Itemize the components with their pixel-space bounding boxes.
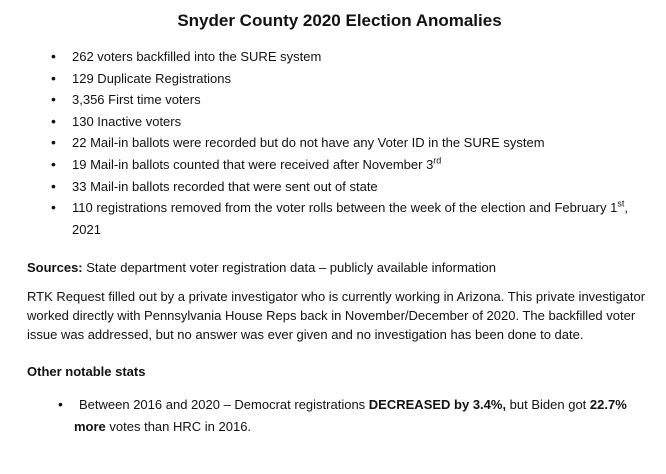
list-item bbox=[50, 46, 652, 68]
anomaly-list bbox=[27, 46, 652, 240]
list-item bbox=[50, 176, 652, 198]
list-item-text: 22 Mail-in ballots were recorded but do not have any Voter ID in the SURE system bbox=[72, 135, 545, 151]
other-stats-heading: Other notable stats bbox=[27, 364, 146, 380]
stat-text: but Biden got bbox=[506, 397, 590, 413]
sources-label: Sources: bbox=[27, 260, 83, 276]
ordinal-superscript: st bbox=[617, 198, 625, 209]
list-item-text: 129 Duplicate Registrations bbox=[72, 70, 231, 86]
list-item bbox=[50, 111, 652, 133]
other-stats-list bbox=[27, 394, 652, 437]
list-item-text: 3,356 First time voters bbox=[72, 92, 201, 108]
list-item bbox=[50, 154, 652, 176]
rtk-paragraph: RTK Request filled out by a private investigator who is currently working in Arizona. This private investigator worked directly with Pennsylvania House Reps back in November/December of 2020. The backfilled voter issue was addressed, but no answer was ever given and no investigation has been done to date. bbox=[27, 289, 646, 343]
stat-text: Between 2016 and 2020 – Democrat registrations bbox=[79, 397, 369, 413]
list-item bbox=[50, 132, 652, 154]
list-item-text: 19 Mail-in ballots counted that were received after November 3 bbox=[72, 156, 434, 172]
stat-text: votes than HRC in 2016. bbox=[105, 418, 252, 434]
list-item-text: 110 registrations removed from the voter rolls between the week of the election and February 1 bbox=[72, 200, 618, 216]
list-item-text: 262 voters backfilled into the SURE system bbox=[72, 49, 322, 64]
ordinal-superscript: rd bbox=[433, 155, 442, 166]
list-item bbox=[50, 197, 652, 240]
page-title: Snyder County 2020 Election Anomalies bbox=[177, 11, 502, 30]
stat-bold-more-votes: 22.7% more bbox=[74, 397, 627, 434]
stat-bold-decreased: DECREASED by 3.4%, bbox=[368, 397, 507, 413]
list-item-text-after: , 2021 bbox=[72, 200, 628, 237]
list-item bbox=[50, 89, 652, 111]
sources-text: State department voter registration data – publicly available information bbox=[82, 260, 496, 276]
sources-line bbox=[27, 258, 652, 277]
list-item bbox=[50, 68, 652, 90]
list-item bbox=[52, 394, 652, 437]
list-item-text: 130 Inactive voters bbox=[72, 113, 182, 129]
list-item-text: 33 Mail-in ballots recorded that were sent out of state bbox=[72, 178, 378, 194]
